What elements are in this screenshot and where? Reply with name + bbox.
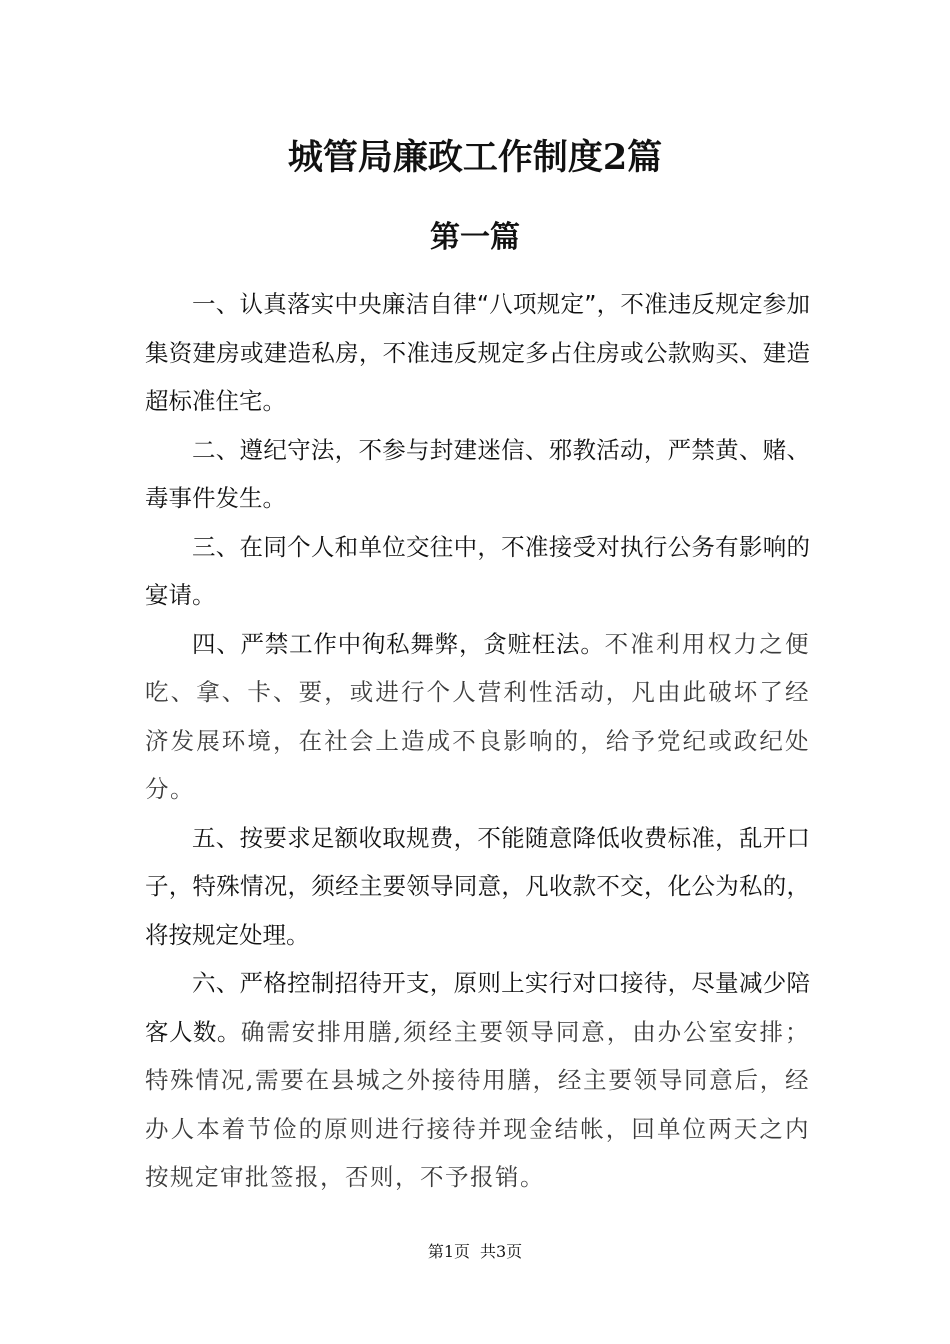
section-heading: 第一篇 <box>430 220 520 255</box>
paragraph-text: 五、按要求足额收取规费，不能随意降低收费标准，乱开口子，特殊情况，须经主要领导同意，凡收款不交，化公为私的，将按规定处理。 <box>145 823 810 949</box>
paragraph-text: 三、在同个人和单位交往中，不准接受对执行公务有影响的宴请。 <box>145 532 810 609</box>
paragraph-text: 二、遵纪守法，不参与封建迷信、邪教活动，严禁黄、赌、毒事件发生。 <box>145 435 810 512</box>
page-number: 第1页 <box>427 1242 470 1261</box>
paragraph-text: 一、认真落实中央廉洁自律“八项规定”，不准违反规定参加集资建房或建造私房，不准违反规定多占住房或公款购买、建造超标准住宅。 <box>145 290 810 415</box>
paragraph-continuation: 确需安排用膳,须经主要领导同意，由办公室安排；特殊情况,需要在县城之外接待用膳，经主要领导同意后，经办人本着节俭的原则进行接待并现金结帐，回单位两天之内按规定审批签报，否则，不予报销。 <box>145 1017 810 1191</box>
paragraph-3 <box>145 523 810 620</box>
paragraph-2 <box>145 426 810 523</box>
paragraph-text: 六、严格控制招待开支，原则上实行对口接待，尽量减少陪客人数。 <box>145 969 810 1046</box>
document-body <box>145 280 810 1202</box>
paragraph-4 <box>145 620 810 814</box>
paragraph-text: 四、严禁工作中徇私舞弊，贪赃枉法。 <box>192 629 605 658</box>
paragraph-continuation: 不准利用权力之便吃、拿、卡、要，或进行个人营利性活动，凡由此破坏了经济发展环境，在社会上造成不良影响的，给予党纪或政纪处分。 <box>145 629 811 803</box>
paragraph-1 <box>145 280 810 426</box>
paragraph-6 <box>145 959 810 1202</box>
page-total: 共3页 <box>480 1242 523 1261</box>
paragraph-5 <box>145 814 810 960</box>
page-footer <box>0 1240 950 1264</box>
document-title: 城管局廉政工作制度2篇 <box>287 137 663 178</box>
